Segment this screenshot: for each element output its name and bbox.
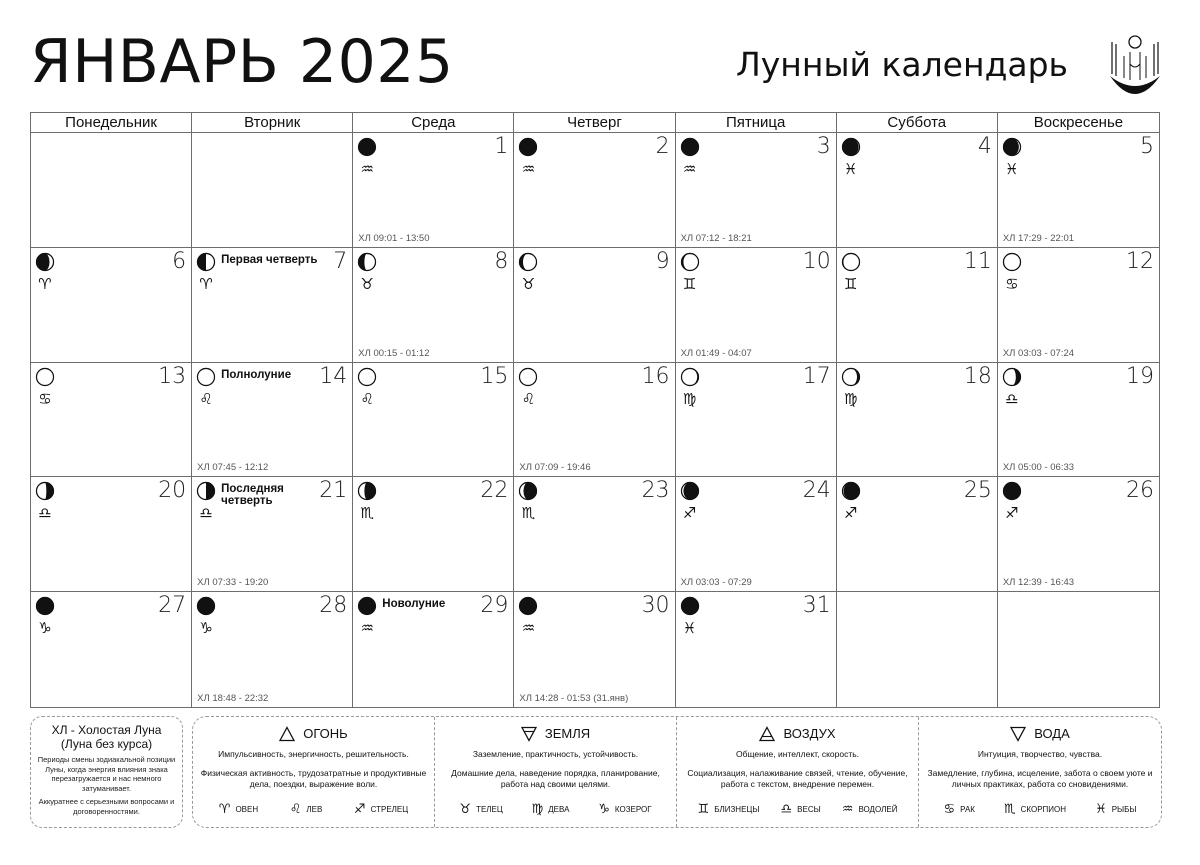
day-cell (514, 477, 675, 592)
weekday-label: Суббота (837, 113, 998, 132)
moon-phase-icon (841, 252, 861, 272)
cancer-icon: ♋ (943, 802, 956, 817)
moon-phase-icon (1002, 367, 1022, 387)
day-cell (837, 363, 998, 478)
void-moon-period: ХЛ 07:45 - 12:12 (197, 462, 269, 474)
legend-fire (193, 717, 435, 827)
day-cell (31, 248, 192, 363)
legend-earth-activities: Домашние дела, наведение порядка, планирование, работа над своими целями. (451, 768, 660, 789)
day-cell (192, 477, 353, 592)
day-cell (353, 133, 514, 248)
moon-phase-icon (357, 481, 377, 501)
void-moon-period: ХЛ 18:48 - 22:32 (197, 693, 269, 704)
sign-label: ОВЕН (235, 805, 259, 814)
day-number: 4 (977, 134, 992, 159)
moon-phase-icon (680, 481, 700, 501)
weekday-label: Четверг (514, 113, 675, 132)
taurus-icon: ♉ (521, 274, 536, 293)
moon-phase-icon (680, 367, 700, 387)
day-cell (514, 248, 675, 363)
weekday-label: Понедельник (31, 113, 192, 132)
day-cell (353, 248, 514, 363)
day-cell (676, 592, 837, 707)
sagittarius-icon: ♐ (682, 504, 697, 523)
empty-day-cell (998, 592, 1159, 707)
day-cell (192, 363, 353, 478)
day-cell (192, 592, 353, 707)
aries-icon: ♈ (218, 802, 231, 817)
day-number: 10 (802, 248, 831, 274)
moon-phase-icon (518, 137, 538, 157)
moon-phase-icon (841, 367, 861, 387)
legend-water-title: ВОДА (1034, 726, 1070, 741)
day-number: 11 (963, 248, 992, 274)
weekday-label: Пятница (676, 113, 837, 132)
sign-taurus (459, 803, 502, 817)
sign-scorpio (1004, 803, 1066, 817)
day-number: 12 (1125, 248, 1154, 274)
void-moon-info (30, 716, 183, 828)
day-cell (31, 477, 192, 592)
moon-phase-icon (1002, 481, 1022, 501)
moon-phase-icon (196, 596, 216, 616)
sign-label: СТРЕЛЕЦ (370, 805, 409, 814)
elements-legend (192, 716, 1162, 828)
moon-phase-icon (357, 137, 377, 157)
moon-phase-icon (518, 481, 538, 501)
day-number: 9 (655, 248, 670, 274)
void-moon-period: ХЛ 05:00 - 06:33 (1002, 462, 1075, 474)
day-cell (353, 363, 514, 478)
pisces-icon: ♓ (843, 160, 858, 178)
day-cell (353, 477, 514, 592)
legend-fire-traits: Импульсивность, энергичность, решительность. (218, 749, 409, 759)
legend-earth-title: ЗЕМЛЯ (544, 726, 591, 741)
page-title: ЯНВАРЬ 2025 (30, 27, 454, 97)
day-number: 3 (816, 134, 831, 159)
aquarius-icon: ♒ (682, 160, 697, 178)
legend-air (677, 717, 919, 827)
day-number: 16 (641, 363, 670, 389)
moon-phase-icon (35, 252, 55, 272)
day-number: 13 (158, 363, 187, 389)
sign-cancer (944, 803, 975, 817)
day-cell (514, 592, 675, 707)
day-cell (676, 477, 837, 592)
day-number: 8 (494, 248, 509, 274)
day-number: 30 (641, 593, 670, 619)
void-moon-period: ХЛ 07:33 - 19:20 (197, 577, 269, 589)
day-number: 29 (480, 593, 509, 619)
cancer-icon: ♋ (38, 389, 52, 408)
virgo-icon: ♍ (843, 389, 858, 408)
sign-label: КОЗЕРОГ (614, 805, 652, 814)
day-cell (353, 592, 514, 707)
capricorn-icon: ♑ (598, 802, 610, 817)
sign-pisces (1095, 803, 1136, 817)
aquarius-icon: ♒ (841, 802, 854, 817)
day-number: 14 (319, 363, 348, 389)
libra-icon: ♎ (38, 504, 52, 523)
empty-day-cell (31, 133, 192, 248)
legend-air-activities: Социализация, налаживание связей, чтение, обучение, работа с текстом, внедрение перемен. (687, 768, 908, 789)
moon-event-label: Последняя четверть (221, 483, 284, 508)
taurus-icon: ♉ (360, 274, 374, 293)
sagittarius-icon: ♐ (843, 504, 858, 523)
void-moon-period: ХЛ 12:39 - 16:43 (1002, 577, 1075, 589)
day-number: 21 (319, 478, 348, 504)
weekday-label: Воскресенье (1033, 114, 1124, 131)
day-number: 6 (172, 248, 187, 274)
moon-phase-icon (1002, 252, 1022, 272)
moon-phase-icon (196, 252, 216, 272)
day-cell (676, 363, 837, 478)
void-moon-description: Периоды смены зодиакальной позиции Луны, когда энергия влияния знака перезагружается и нас немного затуманивает. (37, 755, 176, 793)
day-grid (31, 133, 1159, 707)
moon-event-label: Первая четверть (221, 253, 318, 266)
sign-label: ВЕСЫ (797, 805, 821, 814)
day-number: 23 (641, 478, 670, 504)
day-number: 18 (963, 363, 992, 389)
day-number: 19 (1125, 363, 1154, 389)
void-moon-period: ХЛ 01:49 - 04:07 (680, 347, 752, 359)
capricorn-icon: ♑ (199, 619, 213, 638)
day-number: 27 (158, 593, 187, 619)
day-cell (676, 133, 837, 248)
sign-aries (219, 803, 258, 817)
moon-phase-icon (680, 252, 700, 272)
cancer-icon: ♋ (1005, 274, 1019, 293)
libra-icon: ♎ (1005, 389, 1019, 408)
day-cell (514, 133, 675, 248)
legend-water-activities: Замедление, глубина, исцеление, забота о своем уюте и личных практиках, работа со сновидениями. (927, 768, 1153, 789)
legend-fire-activities: Физическая активность, трудозатратные и продуктивные дела, поездки, выражение воли. (200, 768, 427, 789)
moon-phase-icon (35, 481, 55, 501)
fire-triangle-icon (279, 726, 295, 742)
calendar-grid (30, 112, 1160, 708)
taurus-icon: ♉ (459, 802, 472, 817)
moon-phase-icon (35, 596, 55, 616)
void-moon-period: ХЛ 09:01 - 13:50 (358, 232, 430, 244)
weekday-label: Вторник (192, 113, 353, 132)
void-moon-period: ХЛ 14:28 - 01:53 (31.янв) (519, 693, 629, 704)
day-number: 1 (494, 134, 509, 159)
sign-libra (781, 803, 821, 817)
void-moon-period: ХЛ 07:09 - 19:46 (519, 462, 591, 474)
aquarius-icon: ♒ (360, 619, 374, 638)
moon-phase-icon (1002, 137, 1022, 157)
moon-phase-icon (357, 252, 377, 272)
void-moon-advice: Аккуратнее с серьезными вопросами и договоренностями. (38, 797, 175, 816)
day-cell (31, 363, 192, 478)
legend-fire-title: ОГОНЬ (303, 726, 348, 741)
sign-label: ЛЕВ (306, 805, 323, 814)
legend-water-traits: Интуиция, творчество, чувства. (977, 749, 1103, 759)
moon-phase-icon (841, 137, 861, 157)
day-cell (514, 363, 675, 478)
moon-phase-icon (680, 596, 700, 616)
sign-gemini (698, 803, 760, 817)
moon-phase-icon (196, 481, 216, 501)
day-number: 31 (802, 593, 831, 619)
pisces-icon: ♓ (682, 619, 697, 638)
aquarius-icon: ♒ (521, 160, 536, 178)
day-number: 20 (158, 478, 187, 504)
day-number: 25 (963, 478, 992, 504)
day-number: 26 (1125, 478, 1154, 504)
leo-icon: ♌ (521, 389, 536, 408)
sign-label: ВОДОЛЕЙ (858, 805, 898, 814)
day-cell (998, 363, 1159, 478)
water-triangle-icon (1010, 726, 1026, 742)
aquarius-icon: ♒ (521, 619, 536, 638)
moon-event-label: Полнолуние (221, 368, 292, 381)
virgo-icon: ♍ (531, 802, 544, 817)
legend-air-traits: Общение, интеллект, скорость. (736, 749, 859, 759)
empty-day-cell (837, 592, 998, 707)
sagittarius-icon: ♐ (353, 802, 366, 817)
day-cell (998, 248, 1159, 363)
virgo-icon: ♍ (682, 389, 697, 408)
scorpio-icon: ♏ (360, 504, 374, 523)
day-cell (837, 133, 998, 248)
leo-icon: ♌ (360, 389, 374, 408)
void-moon-title: ХЛ - Холостая Луна (Луна без курса) (51, 723, 162, 751)
day-number: 15 (480, 363, 509, 389)
day-number: 2 (655, 134, 670, 159)
void-moon-period: ХЛ 17:29 - 22:01 (1002, 232, 1075, 244)
gemini-icon: ♊ (682, 274, 697, 293)
sign-aquarius (842, 803, 898, 817)
aries-icon: ♈ (38, 274, 52, 293)
day-cell (31, 592, 192, 707)
day-cell (192, 248, 353, 363)
void-moon-period: ХЛ 03:03 - 07:29 (680, 577, 752, 589)
legend-earth-traits: Заземление, практичность, устойчивость. (472, 749, 639, 759)
moon-phase-icon (680, 137, 700, 157)
sign-label: РАК (960, 805, 975, 814)
sagittarius-icon: ♐ (1005, 504, 1019, 523)
day-number: 5 (1139, 134, 1154, 159)
moon-phase-icon (518, 596, 538, 616)
day-cell (998, 133, 1159, 248)
void-moon-period: ХЛ 07:12 - 18:21 (680, 232, 752, 244)
moon-phase-icon (357, 596, 377, 616)
logo-icon (1104, 34, 1166, 100)
libra-icon: ♎ (199, 504, 213, 523)
gemini-icon: ♊ (843, 274, 858, 293)
air-triangle-icon (759, 726, 775, 742)
aquarius-icon: ♒ (360, 160, 374, 178)
page-subtitle: Лунный календарь (735, 45, 1068, 84)
weekday-header (31, 113, 1159, 133)
sign-capricorn (598, 803, 651, 817)
aries-icon: ♈ (199, 274, 213, 293)
void-moon-period: ХЛ 00:15 - 01:12 (358, 347, 430, 359)
moon-phase-icon (196, 367, 216, 387)
day-cell (998, 477, 1159, 592)
weekday-label: Среда (353, 113, 514, 132)
day-number: 17 (802, 363, 831, 389)
void-moon-period: ХЛ 03:03 - 07:24 (1002, 347, 1075, 359)
scorpio-icon: ♏ (521, 504, 536, 523)
leo-icon: ♌ (289, 802, 302, 817)
legend-air-title: ВОЗДУХ (783, 726, 836, 741)
sign-virgo (532, 803, 570, 817)
moon-phase-icon (518, 367, 538, 387)
empty-day-cell (192, 133, 353, 248)
sign-label: СКОРПИОН (1020, 805, 1067, 814)
day-number: 24 (802, 478, 831, 504)
sign-label: ТЕЛЕЦ (476, 805, 503, 814)
day-number: 28 (319, 593, 348, 619)
capricorn-icon: ♑ (38, 619, 52, 638)
leo-icon: ♌ (199, 389, 213, 408)
pisces-icon: ♓ (1095, 802, 1107, 817)
legend-water (919, 717, 1161, 827)
moon-phase-icon (357, 367, 377, 387)
earth-triangle-icon (521, 726, 537, 742)
sign-sagittarius (354, 803, 408, 817)
day-cell (676, 248, 837, 363)
moon-phase-icon (841, 481, 861, 501)
gemini-icon: ♊ (697, 802, 710, 817)
day-number: 22 (480, 478, 509, 504)
sign-label: БЛИЗНЕЦЫ (714, 805, 760, 814)
libra-icon: ♎ (780, 802, 793, 817)
day-cell (837, 248, 998, 363)
pisces-icon: ♓ (1005, 160, 1019, 178)
sign-label: ДЕВА (548, 805, 570, 814)
scorpio-icon: ♏ (1003, 802, 1016, 817)
sign-label: РЫБЫ (1111, 805, 1137, 814)
sign-leo (290, 803, 323, 817)
day-cell (837, 477, 998, 592)
moon-event-label: Новолуние (382, 598, 446, 611)
moon-phase-icon (35, 367, 55, 387)
day-number: 7 (333, 248, 348, 274)
moon-phase-icon (518, 252, 538, 272)
legend-earth (435, 717, 677, 827)
